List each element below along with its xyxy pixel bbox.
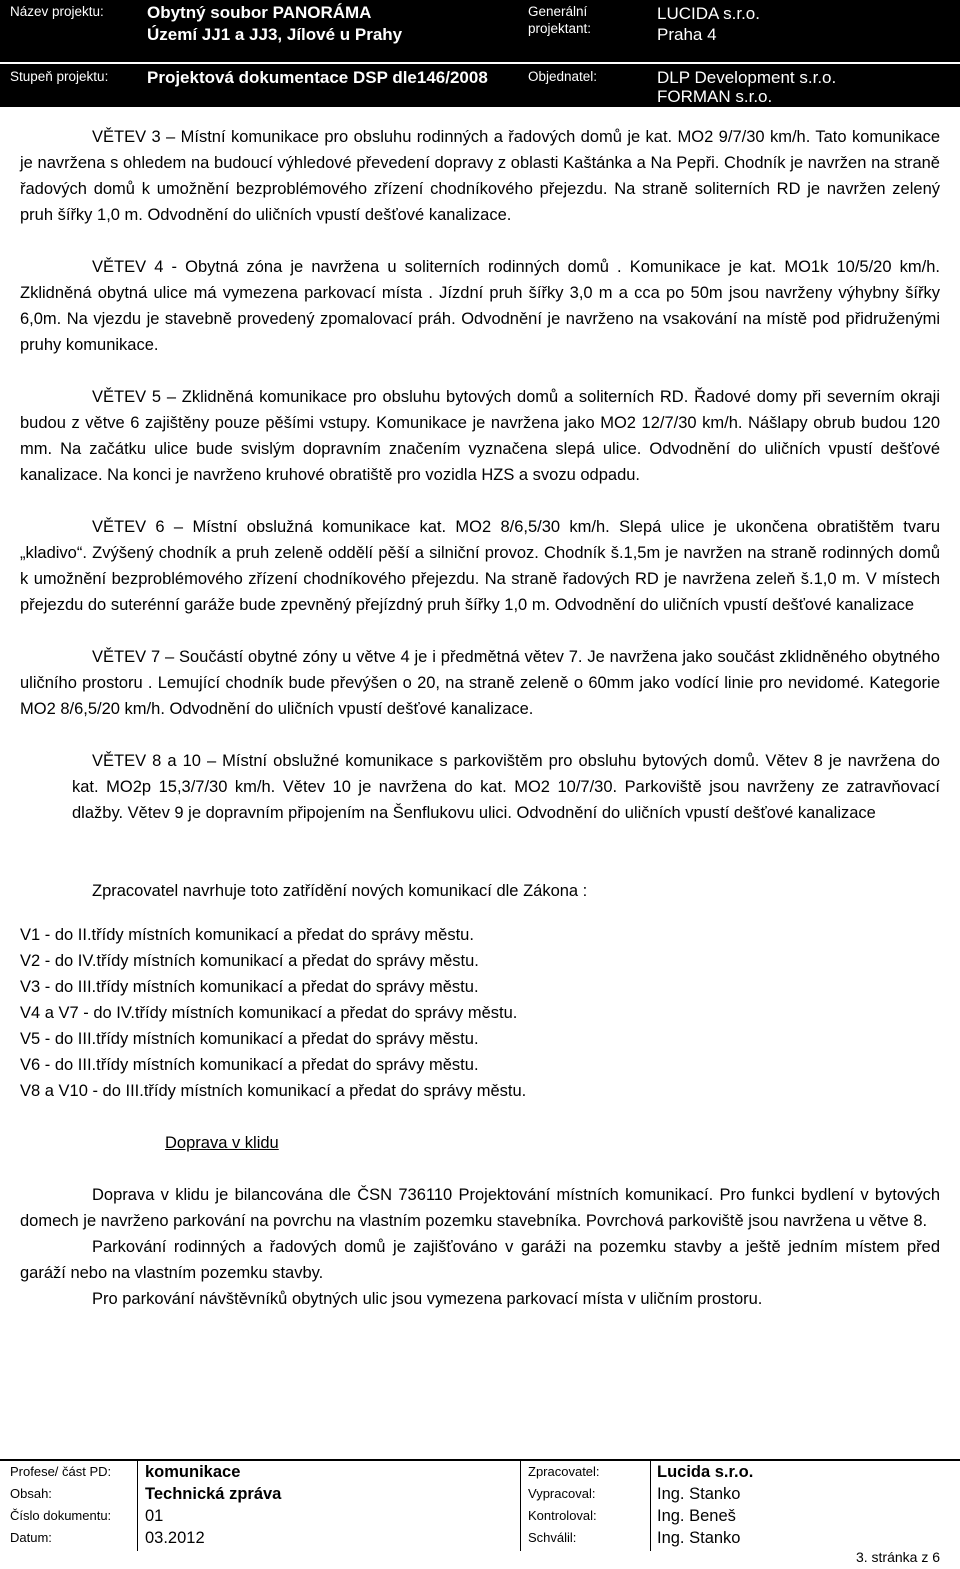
paragraph-text: Pro parkování návštěvníků obytných ulic jsou vymezena parkovací místa v uličním prostoru. [92,1290,763,1308]
client-line1: DLP Development s.r.o. [657,68,837,87]
paragraph-parking-2 [20,1234,940,1286]
date-label: Datum: [10,1530,52,1545]
doc-number-value: 01 [145,1507,164,1525]
stage-label: Stupeň projektu: [10,69,109,84]
content-label: Obsah: [10,1486,52,1501]
drafter-label: Vypracoval: [528,1486,596,1501]
paragraph-text: Doprava v klidu je bilancována dle ČSN 736110 Projektování místních komunikací. Pro funkci bydlení v bytových domech je navrženo parkování na povrchu na vlastním pozemku stavebníka. Povrchová parkoviště jsou navržena u větve 8. [20,1186,940,1230]
paragraph-text: VĚTEV 3 – Místní komunikace pro obsluhu rodinných a řadových domů je kat. MO2 9/7/30 km/h. Tato komunikace je navržena s ohledem na budoucí výhledové převedení dopravy z oblasti Kaštánka a Na Pepři. Chodník je navržen na straně řadových domů k umožnění bezproblémového zřízení chodníkového přejezdu. Na straně soliterních RD je navržen zelený pruh šířky 1,0 m. Odvodnění do uličních vpustí dešťové kanalizace. [20,128,940,224]
list-item: V2 - do IV.třídy místních komunikací a předat do správy městu. [20,952,479,970]
footer-row-content [0,1483,960,1505]
general-designer-line2: Praha 4 [657,25,717,44]
header-separator [0,62,960,64]
paragraph-branch-3 [20,124,940,228]
date-value: 03.2012 [145,1529,205,1547]
general-designer-label-line2: projektant: [528,21,592,36]
processor-label: Zpracovatel: [528,1464,600,1479]
list-item: V4 a V7 - do IV.třídy místních komunikací a předat do správy městu. [20,1004,518,1022]
profession-label: Profese/ část PD: [10,1464,112,1479]
footer-divider [137,1459,138,1551]
header-row-stage [0,62,960,107]
paragraph-text: VĚTEV 7 – Součástí obytné zóny u větve 4 je i předmětná větev 7. Je navržena jako součást zklidněného obytného uličního prostoru . Lemující chodník bude převýšen o 20, na straně zeleně o 60mm jako vodící linie pro nevidomé. Kategorie MO2 8/6,5/20 km/h. Odvodnění do uličních vpustí dešťové kanalizace. [20,648,940,718]
drafter-value: Ing. Stanko [657,1485,741,1503]
profession-value: komunikace [145,1463,241,1481]
project-name-line1: Obytný soubor PANORÁMA [147,3,372,22]
list-item: V1 - do II.třídy místních komunikací a předat do správy městu. [20,926,474,944]
report-body [20,124,940,1312]
footer-divider [650,1459,651,1551]
paragraph-branch-7 [20,644,940,722]
content-value: Technická zpráva [145,1485,282,1503]
project-name-label: Název projektu: [10,4,104,19]
paragraph-text: VĚTEV 6 – Místní obslužná komunikace kat. MO2 8/6,5/30 km/h. Slepá ulice je ukončena obratištěm tvaru „kladivo“. Zvýšený chodník a pruh zeleně oddělí pěší a silniční provoz. Chodník š.1,5m je navržen na straně rodinných domů k umožnění bezproblémového zřízení chodníkového přejezdu. Na straně řadových RD je navržena zeleň š.1,0 m. V místech přejezdu do suterénní garáže bude zpevněný přejízdný pruh šířky 1,0 m. Odvodnění do uličních vpustí dešťové kanalizace [20,518,940,614]
paragraph-text: VĚTEV 8 a 10 – Místní obslužné komunikace s parkovištěm pro obsluhu bytových domů. Větev 8 je navržena do kat. MO2p 15,3/7/30 km/h. Větev 10 je navržena do kat. MO2 10/7/30. Parkoviště jsou navrženy ze zatravňovací dlažby. Větev 9 je dopravním připojením na Šenflukovu ulici. Odvodnění do uličních vpustí dešťové kanalizace [72,752,940,822]
client-line2: FORMAN s.r.o. [657,87,773,106]
general-designer-label-line1: Generální [528,4,588,19]
paragraph-text: Parkování rodinných a řadových domů je zajišťováno v garáži na pozemku stavby a ještě jedním místem před garáží nebo na vlastním pozemku stavby. [20,1238,940,1282]
list-item: V6 - do III.třídy místních komunikací a předat do správy městu. [20,1056,479,1074]
paragraph-branch-6 [20,514,940,618]
list-item: V8 a V10 - do III.třídy místních komunikací a předat do správy městu. [20,1082,527,1100]
checked-label: Kontroloval: [528,1508,597,1523]
page-number: 3. stránka z 6 [855,1549,940,1565]
paragraph-branch-5 [20,384,940,488]
document-footer [0,1459,960,1553]
project-name-line2: Území JJ1 a JJ3, Jílové u Prahy [147,25,403,44]
footer-row-profession [0,1461,960,1483]
section-heading-parking: Doprava v klidu [165,1134,279,1152]
header-row-project [0,0,960,62]
list-item: V3 - do III.třídy místních komunikací a předat do správy městu. [20,978,479,996]
list-item: V5 - do III.třídy místních komunikací a předat do správy městu. [20,1030,479,1048]
processor-value: Lucida s.r.o. [657,1463,754,1481]
footer-row-doc-number [0,1505,960,1527]
paragraph-branch-4 [20,254,940,358]
stage-value: Projektová dokumentace DSP dle146/2008 [147,68,488,87]
doc-number-label: Číslo dokumentu: [10,1508,112,1523]
document-header [0,0,960,107]
client-label: Objednatel: [528,69,598,84]
footer-row-date [0,1527,960,1549]
paragraph-text: VĚTEV 5 – Zklidněná komunikace pro obsluhu bytových domů a soliterních RD. Řadové domy při severním okraji budou z větve 6 zajištěny pouze pěšími vstupy. Komunikace je navržena jako MO2 12/7/30 km/h. Nášlapy obrub budou 120 mm. Na začátku ulice bude svislým dopravním značením vyznačena slepá ulice. Odvodnění do uličních vpustí dešťové kanalizace. Na konci je navrženo kruhové obratiště pro vozidla HZS a svozu odpadu. [20,388,940,484]
classification-intro: Zpracovatel navrhuje toto zatřídění nových komunikací dle Zákona : [92,882,588,900]
checked-value: Ing. Beneš [657,1507,736,1525]
general-designer-line1: LUCIDA s.r.o. [657,4,760,23]
classification-list [20,922,940,1104]
approved-value: Ing. Stanko [657,1529,741,1547]
paragraph-branch-8-10 [20,748,940,826]
paragraph-parking-1 [20,1182,940,1234]
approved-label: Schválil: [528,1530,577,1545]
paragraph-text: VĚTEV 4 - Obytná zóna je navržena u soliterních rodinných domů . Komunikace je kat. MO1k 10/5/20 km/h. Zklidněná obytná ulice má vymezena parkovací místa . Jízdní pruh šířky 3,0 m a cca po 50m jsou navrženy výhybny šířky 6,0m. Na vjezdu je stavebně provedený zpomalovací práh. Odvodnění je navrženo na vsakování na místě pod přidruženými pruhy komunikace. [20,258,940,354]
paragraph-parking-3 [20,1286,940,1312]
footer-divider [520,1459,521,1551]
